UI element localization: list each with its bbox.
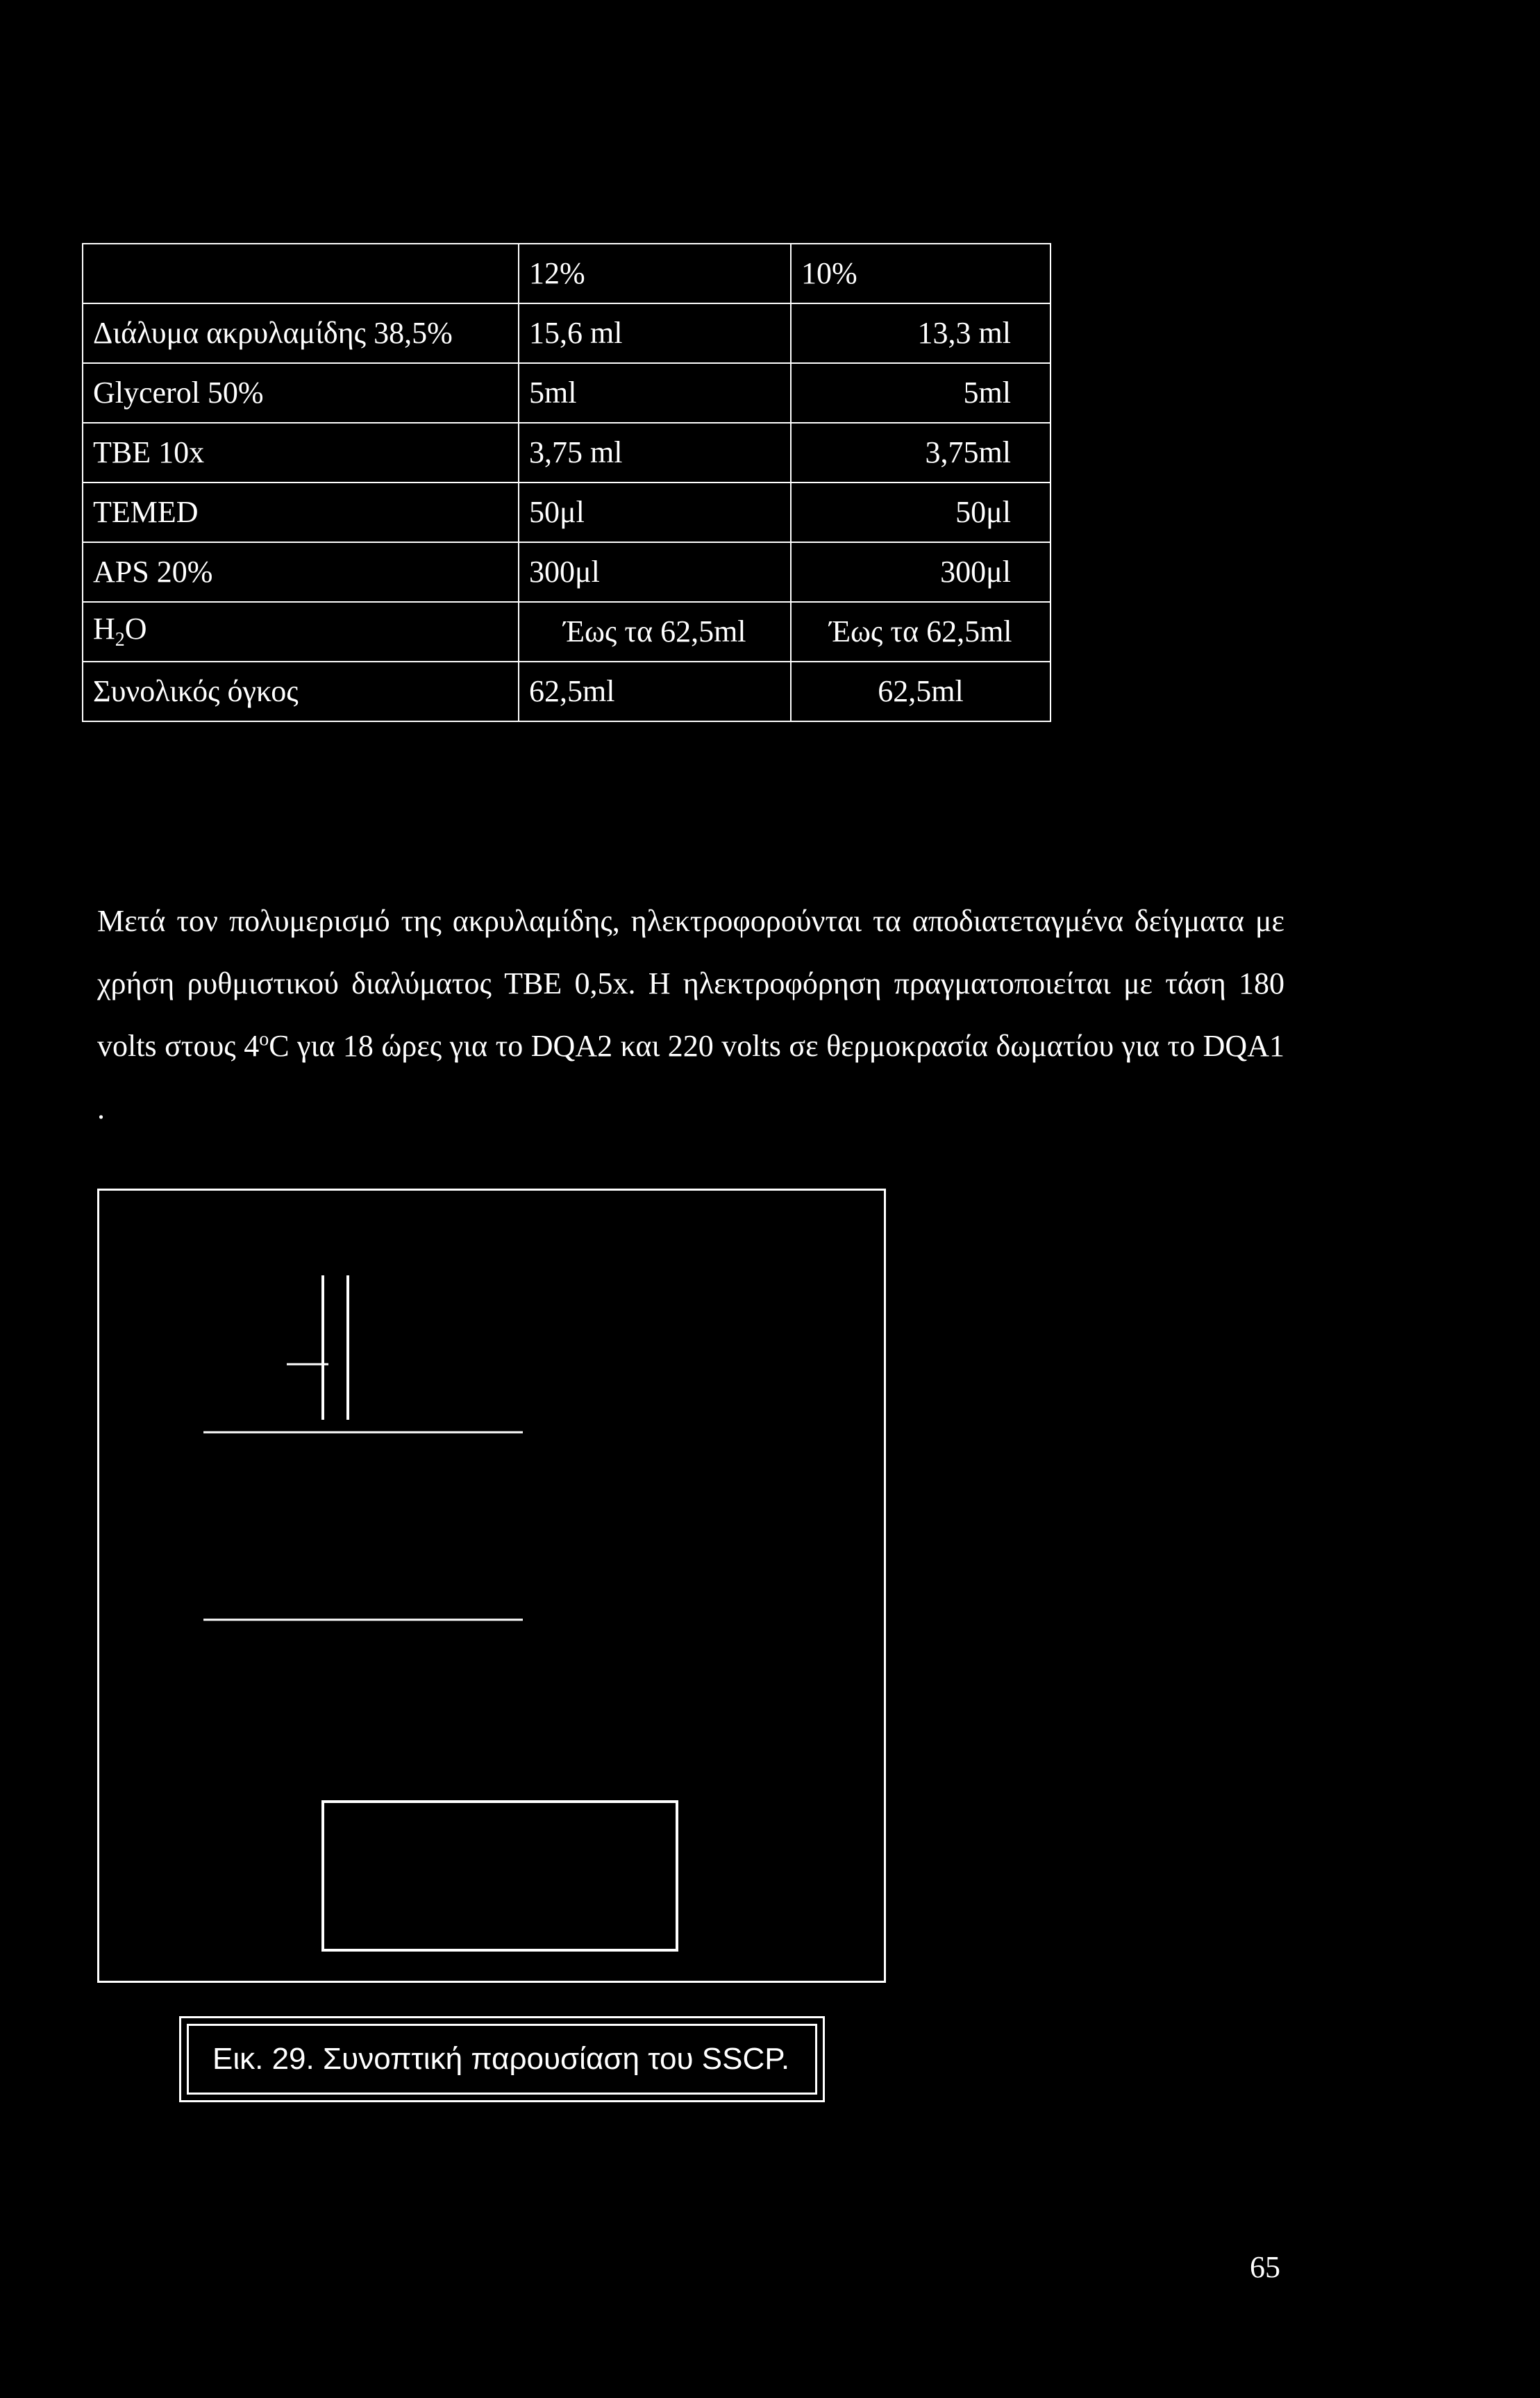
cell-10-percent: 13,3 ml (791, 303, 1051, 363)
reagent-table (82, 243, 1051, 722)
paragraph-text-part2: C για 18 ώρες για το DQA2 και 220 volts σε θερμοκρασία δωματίου για το DQA1 . (97, 1029, 1284, 1125)
row-label: Συνολικός όγκος (83, 662, 519, 721)
water-label-subscript: 2 (115, 628, 125, 651)
table-row (83, 363, 1051, 423)
cell-12-percent: 15,6 ml (519, 303, 791, 363)
figure-caption-box (179, 2016, 825, 2102)
cell-10-percent: 300μl (791, 542, 1051, 602)
sscp-schematic-figure (97, 1189, 886, 1983)
table-row (83, 542, 1051, 602)
cell-10-percent: 3,75ml (791, 423, 1051, 483)
table-header-cell: 12% (519, 244, 791, 303)
water-label-o: O (124, 612, 147, 646)
row-label: TEMED (83, 483, 519, 542)
table-header-cell (83, 244, 519, 303)
table-row (83, 483, 1051, 542)
figure-caption: Εικ. 29. Συνοπτική παρουσίαση του SSCP. (187, 2024, 817, 2095)
cell-12-percent: 62,5ml (519, 662, 791, 721)
cell-12-percent: 50μl (519, 483, 791, 542)
cell-10-percent: Έως τα 62,5ml (791, 602, 1051, 662)
row-label: Glycerol 50% (83, 363, 519, 423)
inner-box (323, 1802, 677, 1950)
table-row (83, 662, 1051, 721)
water-label-h: H (93, 612, 115, 646)
table-row (83, 303, 1051, 363)
paragraph-text-part1: Μετά τον πολυμερισμό της ακρυλαμίδης, ηλεκτροφορούνται τα αποδιατεταγμένα δείγματα με χρήση ρυθμιστικού διαλύματος TBE 0,5x. Η ηλεκτροφόρηση πραγματοποιείται με τάση 180 volts στους 4 (97, 904, 1284, 1063)
table-row (83, 423, 1051, 483)
degree-superscript: o (259, 1028, 269, 1050)
cell-12-percent: 300μl (519, 542, 791, 602)
cell-12-percent: Έως τα 62,5ml (519, 602, 791, 662)
table-row (83, 602, 1051, 662)
cell-12-percent: 5ml (519, 363, 791, 423)
row-label (83, 602, 519, 662)
row-label: Διάλυμα ακρυλαμίδης 38,5% (83, 303, 519, 363)
cell-10-percent: 62,5ml (791, 662, 1051, 721)
sscp-schematic-drawing (99, 1191, 888, 1985)
row-label: APS 20% (83, 542, 519, 602)
cell-10-percent: 50μl (791, 483, 1051, 542)
row-label: TBE 10x (83, 423, 519, 483)
cell-10-percent: 5ml (791, 363, 1051, 423)
body-paragraph (97, 890, 1284, 1140)
table-header-cell: 10% (791, 244, 1051, 303)
table-header-row (83, 244, 1051, 303)
page-number: 65 (1250, 2250, 1280, 2284)
cell-12-percent: 3,75 ml (519, 423, 791, 483)
